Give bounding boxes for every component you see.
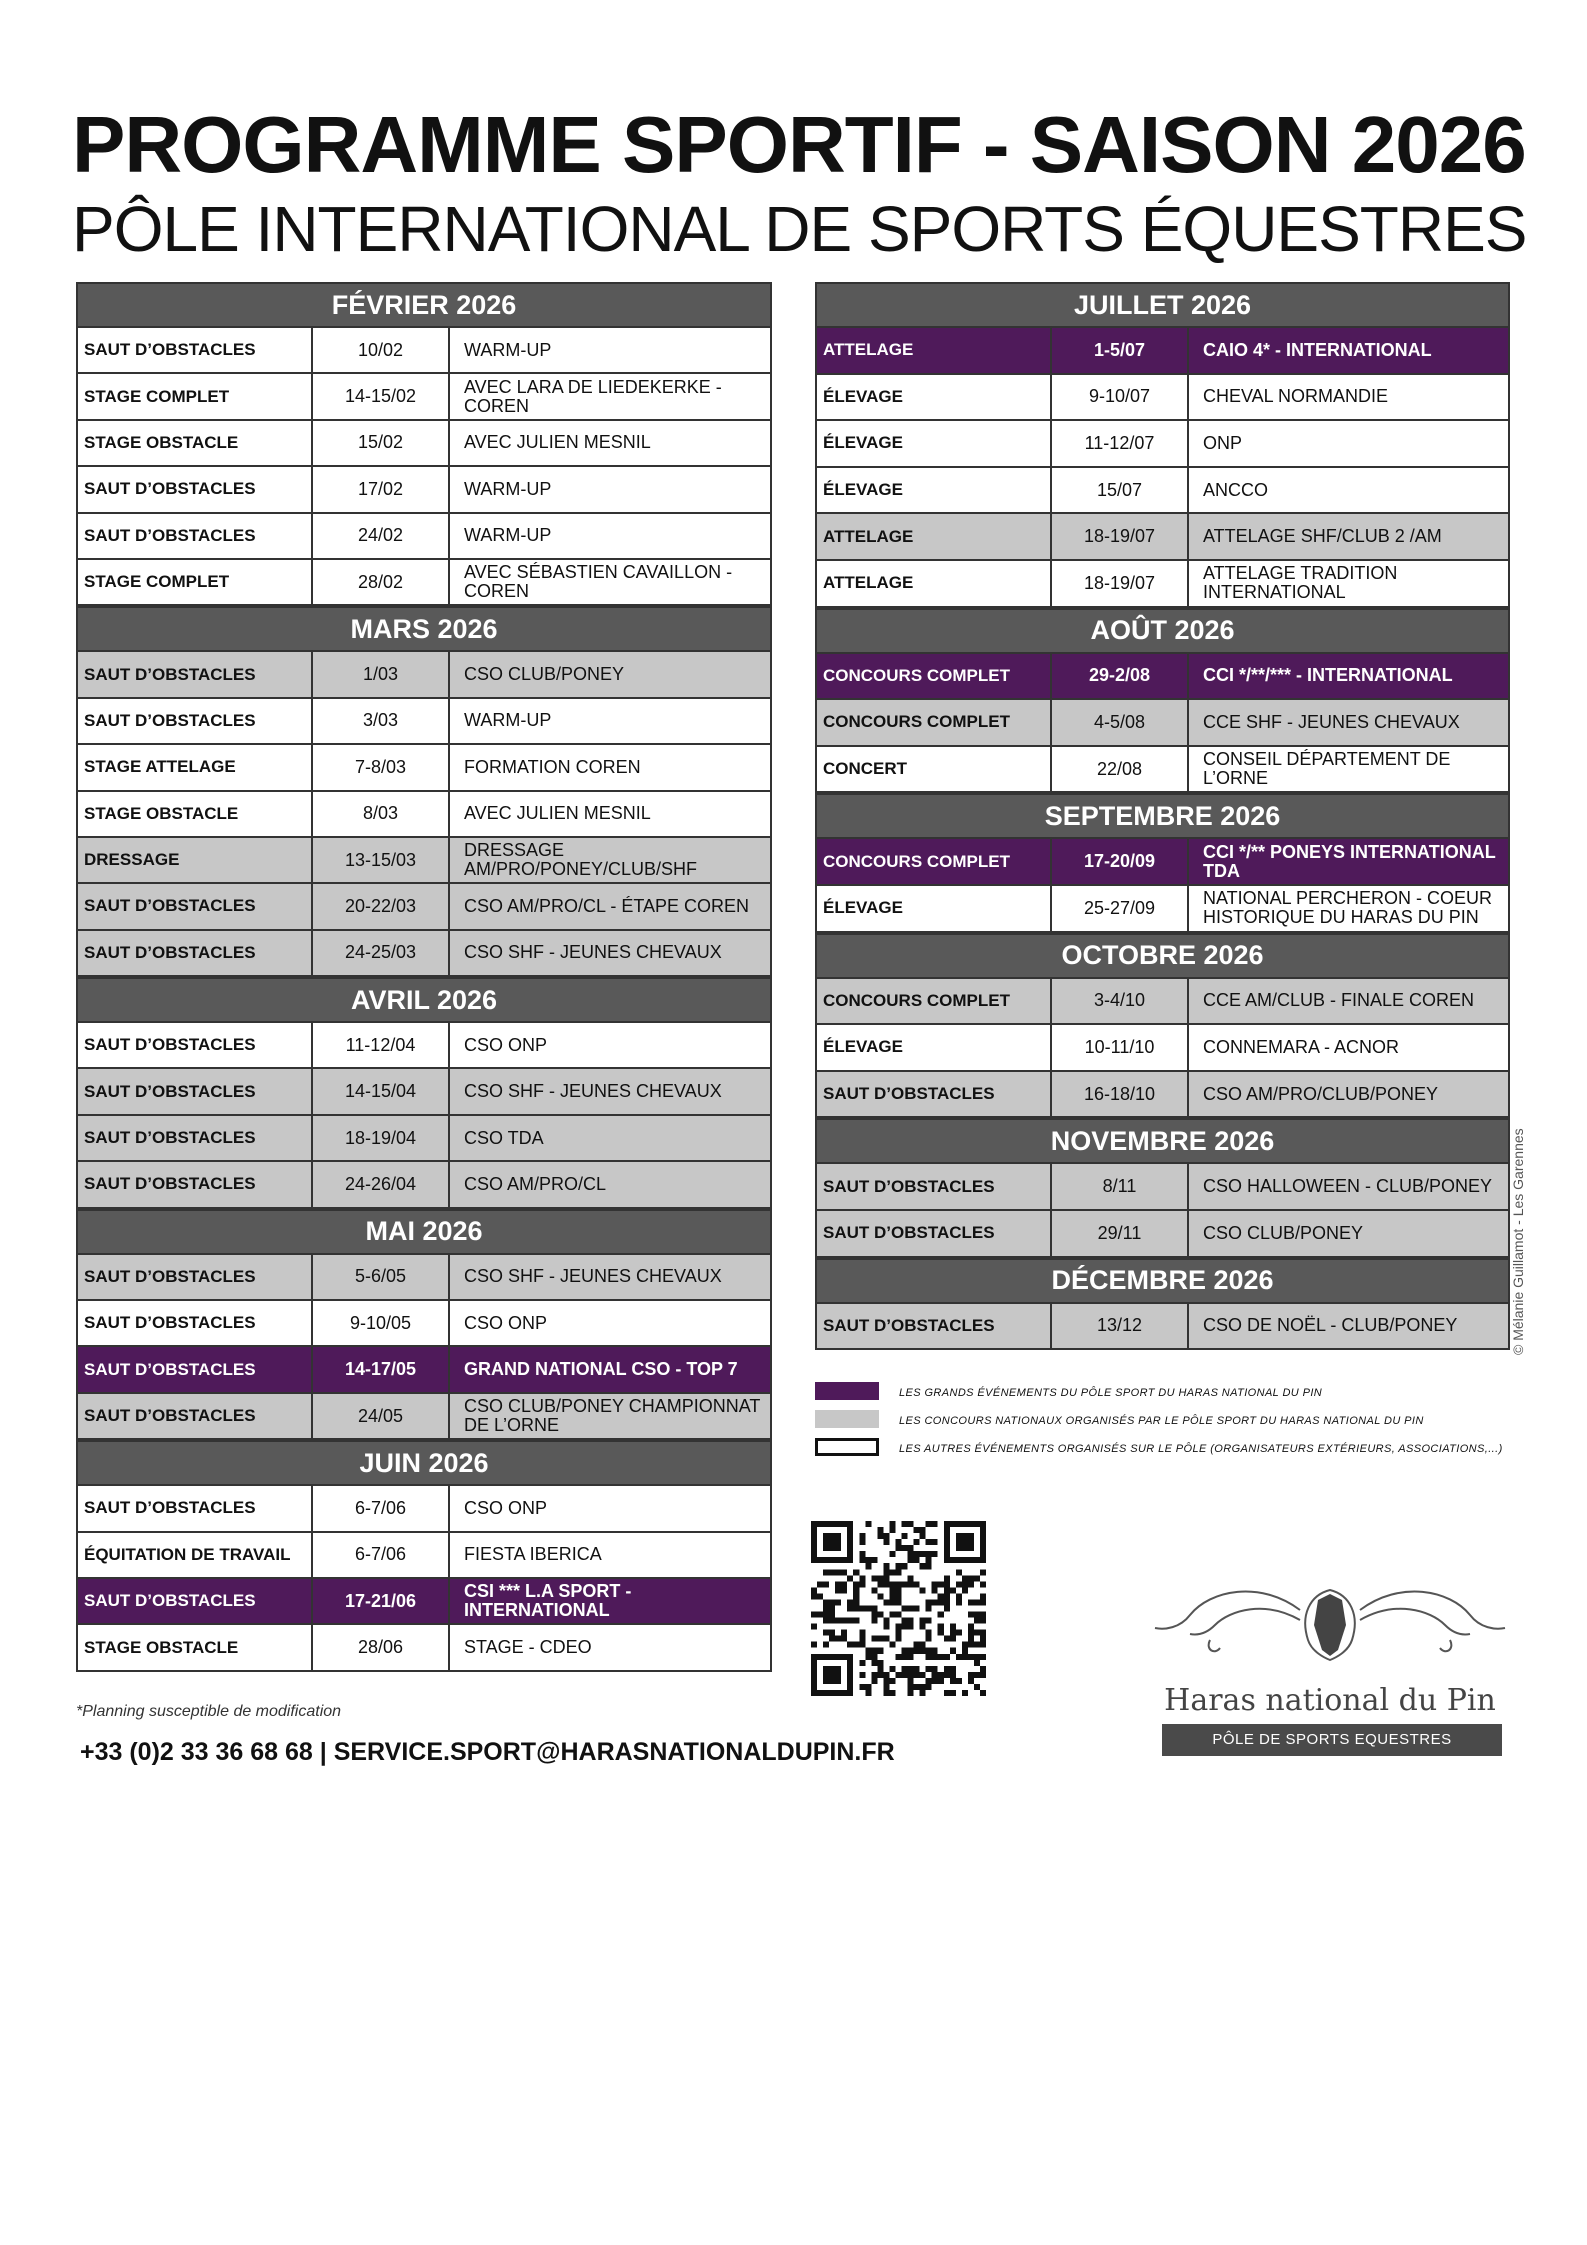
event-title: CSO DE NOËL - CLUB/PONEY: [1203, 1315, 1458, 1336]
event-title: FIESTA IBERICA: [464, 1544, 602, 1565]
event-discipline: CONCERT: [817, 747, 1052, 792]
event-discipline: SAUT D’OBSTACLES: [78, 931, 313, 975]
month-header: MARS 2026: [78, 606, 770, 652]
event-date: 29/11: [1052, 1211, 1189, 1256]
schedule-right-column: [815, 282, 1510, 1350]
legend: [815, 1382, 1505, 1466]
legend-swatch-major: [815, 1382, 879, 1400]
event-title: CSO AM/PRO/CL - ÉTAPE COREN: [464, 895, 750, 916]
photo-credit-text: © Mélanie Guillamot - Les Garennes: [1510, 1128, 1526, 1355]
event-date: 16-18/10: [1052, 1072, 1189, 1117]
schedule-left-column: [76, 282, 772, 1672]
event-title: FORMATION COREN: [464, 756, 641, 777]
event-date: 6-7/06: [313, 1486, 450, 1530]
legend-text-other: LES AUTRES ÉVÉNEMENTS ORGANISÉS SUR LE PÔLE (ORGANISATEURS EXTÉRIEURS, ASSOCIATIONS,...): [899, 1443, 1503, 1455]
event-title: CONSEIL DÉPARTEMENT DE L’ORNE: [1203, 749, 1451, 789]
event-date: 10-11/10: [1052, 1025, 1189, 1070]
event-row: [78, 560, 770, 606]
event-date: 29-2/08: [1052, 654, 1189, 699]
event-date: 14-15/04: [313, 1069, 450, 1113]
event-row: [78, 328, 770, 374]
event-title: CSO SHF - JEUNES CHEVAUX: [464, 1266, 722, 1287]
event-title: ATTELAGE TRADITION INTERNATIONAL: [1203, 563, 1398, 603]
qr-code-icon[interactable]: [811, 1521, 986, 1696]
event-title: GRAND NATIONAL CSO - TOP 7: [464, 1359, 738, 1380]
event-title: CCE AM/CLUB - FINALE COREN: [1203, 990, 1475, 1011]
legend-swatch-other: [815, 1438, 879, 1456]
event-discipline: ÉQUITATION DE TRAVAIL: [78, 1533, 313, 1577]
event-date: 28/02: [313, 560, 450, 604]
event-discipline: SAUT D’OBSTACLES: [78, 1347, 313, 1391]
event-discipline: ATTELAGE: [817, 561, 1052, 606]
event-title: ANCCO: [1203, 479, 1269, 500]
event-date: 28/06: [313, 1625, 450, 1669]
legend-text-major: LES GRANDS ÉVÉNEMENTS DU PÔLE SPORT DU HARAS NATIONAL DU PIN: [899, 1387, 1323, 1399]
event-title: CSO ONP: [464, 1497, 548, 1518]
event-row: [78, 931, 770, 977]
event-title: CHEVAL NORMANDIE: [1203, 386, 1389, 407]
event-discipline: SAUT D’OBSTACLES: [817, 1072, 1052, 1117]
event-date: 3/03: [313, 699, 450, 743]
event-row: [817, 654, 1508, 701]
event-discipline: ÉLEVAGE: [817, 468, 1052, 513]
event-title: ONP: [1203, 432, 1243, 453]
event-title: CONNEMARA - ACNOR: [1203, 1036, 1400, 1057]
event-row: [817, 375, 1508, 422]
event-title: CSO CLUB/PONEY CHAMPIONNAT DE L’ORNE: [464, 1396, 761, 1435]
event-discipline: ATTELAGE: [817, 514, 1052, 559]
event-discipline: ÉLEVAGE: [817, 375, 1052, 420]
event-row: [817, 328, 1508, 375]
legend-text-national: LES CONCOURS NATIONAUX ORGANISÉS PAR LE PÔLE SPORT DU HARAS NATIONAL DU PIN: [899, 1415, 1424, 1427]
event-title: CSO TDA: [464, 1127, 544, 1148]
event-date: 4-5/08: [1052, 700, 1189, 745]
legend-swatch-national: [815, 1410, 879, 1428]
event-row: [78, 467, 770, 513]
event-discipline: STAGE COMPLET: [78, 560, 313, 604]
event-date: 17-21/06: [313, 1579, 450, 1623]
event-discipline: STAGE ATTELAGE: [78, 745, 313, 789]
event-date: 5-6/05: [313, 1255, 450, 1299]
event-date: 11-12/07: [1052, 421, 1189, 466]
event-discipline: ÉLEVAGE: [817, 886, 1052, 931]
month-header: SEPTEMBRE 2026: [817, 793, 1508, 839]
event-discipline: SAUT D’OBSTACLES: [78, 1116, 313, 1160]
event-row: [817, 886, 1508, 933]
month-header: DÉCEMBRE 2026: [817, 1258, 1508, 1304]
event-row: [817, 561, 1508, 608]
event-date: 18-19/07: [1052, 561, 1189, 606]
event-discipline: SAUT D’OBSTACLES: [78, 1023, 313, 1067]
event-discipline: SAUT D’OBSTACLES: [78, 1162, 313, 1206]
event-date: 22/08: [1052, 747, 1189, 792]
event-title: AVEC JULIEN MESNIL: [464, 432, 651, 453]
event-date: 24-25/03: [313, 931, 450, 975]
event-date: 24/02: [313, 514, 450, 558]
event-discipline: SAUT D’OBSTACLES: [78, 1394, 313, 1438]
event-row: [817, 839, 1508, 886]
event-date: 11-12/04: [313, 1023, 450, 1067]
haras-logo: [1150, 1570, 1510, 1756]
event-row: [78, 1255, 770, 1301]
event-discipline: STAGE OBSTACLE: [78, 421, 313, 465]
month-header: JUILLET 2026: [817, 282, 1508, 328]
logo-name: Haras national du Pin: [1164, 1683, 1496, 1718]
event-row: [817, 514, 1508, 561]
event-title: CSO SHF - JEUNES CHEVAUX: [464, 942, 722, 963]
event-row: [78, 1116, 770, 1162]
event-date: 14-17/05: [313, 1347, 450, 1391]
event-row: [78, 838, 770, 884]
event-row: [78, 745, 770, 791]
event-date: 3-4/10: [1052, 979, 1189, 1024]
planning-note: *Planning susceptible de modification: [76, 1703, 342, 1720]
month-header: MAI 2026: [78, 1209, 770, 1255]
event-date: 7-8/03: [313, 745, 450, 789]
event-row: [78, 374, 770, 420]
event-row: [78, 1347, 770, 1393]
month-header: OCTOBRE 2026: [817, 933, 1508, 979]
legend-major: [815, 1382, 1505, 1404]
event-title: CCI */**/*** - INTERNATIONAL: [1203, 665, 1453, 686]
event-discipline: SAUT D’OBSTACLES: [78, 467, 313, 511]
event-title: CSO HALLOWEEN - CLUB/PONEY: [1203, 1176, 1493, 1197]
month-header: AVRIL 2026: [78, 977, 770, 1023]
event-row: [817, 1304, 1508, 1351]
event-discipline: DRESSAGE: [78, 838, 313, 882]
event-discipline: ÉLEVAGE: [817, 1025, 1052, 1070]
event-title: CSI *** L.A SPORT - INTERNATIONAL: [464, 1581, 632, 1621]
event-date: 13/12: [1052, 1304, 1189, 1349]
event-row: [78, 1162, 770, 1208]
event-row: [78, 884, 770, 930]
event-discipline: ÉLEVAGE: [817, 421, 1052, 466]
event-discipline: CONCOURS COMPLET: [817, 839, 1052, 884]
event-title: CSO CLUB/PONEY: [464, 664, 625, 685]
logo-subtitle: PÔLE DE SPORTS EQUESTRES: [1162, 1724, 1502, 1756]
event-title: CSO AM/PRO/CLUB/PONEY: [1203, 1083, 1439, 1104]
page-title: PROGRAMME SPORTIF - SAISON 2026: [72, 100, 1526, 189]
event-discipline: SAUT D’OBSTACLES: [817, 1164, 1052, 1209]
event-title: AVEC JULIEN MESNIL: [464, 803, 651, 824]
event-row: [78, 1625, 770, 1671]
event-discipline: CONCOURS COMPLET: [817, 979, 1052, 1024]
event-row: [78, 1579, 770, 1625]
legend-other: [815, 1438, 1505, 1460]
event-date: 9-10/05: [313, 1301, 450, 1345]
event-discipline: SAUT D’OBSTACLES: [78, 699, 313, 743]
event-row: [817, 1025, 1508, 1072]
event-discipline: SAUT D’OBSTACLES: [78, 884, 313, 928]
event-row: [78, 699, 770, 745]
event-date: 1-5/07: [1052, 328, 1189, 373]
event-date: 18-19/07: [1052, 514, 1189, 559]
event-title: AVEC SÉBASTIEN CAVAILLON - COREN: [464, 562, 733, 602]
event-discipline: SAUT D’OBSTACLES: [78, 1301, 313, 1345]
event-title: CCI */** PONEYS INTERNATIONAL TDA: [1203, 841, 1496, 881]
event-row: [817, 979, 1508, 1026]
page-subtitle: PÔLE INTERNATIONAL DE SPORTS ÉQUESTRES: [72, 193, 1527, 265]
event-row: [78, 421, 770, 467]
event-discipline: STAGE OBSTACLE: [78, 1625, 313, 1669]
event-discipline: SAUT D’OBSTACLES: [817, 1304, 1052, 1349]
event-title: CSO AM/PRO/CL: [464, 1173, 607, 1194]
event-discipline: SAUT D’OBSTACLES: [78, 1486, 313, 1530]
event-discipline: SAUT D’OBSTACLES: [78, 514, 313, 558]
event-title: WARM-UP: [464, 478, 552, 499]
event-discipline: CONCOURS COMPLET: [817, 654, 1052, 699]
event-date: 8/11: [1052, 1164, 1189, 1209]
event-title: STAGE - CDEO: [464, 1637, 592, 1658]
horse-head-emblem-icon: [1150, 1570, 1510, 1670]
event-date: 18-19/04: [313, 1116, 450, 1160]
month-header: NOVEMBRE 2026: [817, 1118, 1508, 1164]
event-row: [817, 700, 1508, 747]
event-title: ATTELAGE SHF/CLUB 2 /AM: [1203, 526, 1442, 547]
event-date: 15/02: [313, 421, 450, 465]
event-date: 24-26/04: [313, 1162, 450, 1206]
event-discipline: CONCOURS COMPLET: [817, 700, 1052, 745]
event-title: WARM-UP: [464, 710, 552, 731]
event-date: 25-27/09: [1052, 886, 1189, 931]
event-row: [817, 1072, 1508, 1119]
event-row: [78, 514, 770, 560]
event-title: CSO ONP: [464, 1034, 548, 1055]
event-row: [78, 652, 770, 698]
event-row: [78, 1023, 770, 1069]
event-row: [78, 1486, 770, 1532]
event-discipline: STAGE COMPLET: [78, 374, 313, 418]
event-date: 17-20/09: [1052, 839, 1189, 884]
event-title: CSO SHF - JEUNES CHEVAUX: [464, 1081, 722, 1102]
event-discipline: SAUT D’OBSTACLES: [78, 328, 313, 372]
event-row: [817, 1164, 1508, 1211]
event-date: 15/07: [1052, 468, 1189, 513]
event-title: WARM-UP: [464, 525, 552, 546]
event-discipline: STAGE OBSTACLE: [78, 792, 313, 836]
event-discipline: SAUT D’OBSTACLES: [78, 1255, 313, 1299]
event-title: CAIO 4* - INTERNATIONAL: [1203, 339, 1432, 360]
month-header: JUIN 2026: [78, 1440, 770, 1486]
event-title: DRESSAGE AM/PRO/PONEY/CLUB/SHF: [464, 840, 698, 880]
month-header: FÉVRIER 2026: [78, 282, 770, 328]
event-title: CSO CLUB/PONEY: [1203, 1222, 1364, 1243]
event-title: CCE SHF - JEUNES CHEVAUX: [1203, 711, 1460, 732]
event-title: NATIONAL PERCHERON - COEUR HISTORIQUE DU HARAS DU PIN: [1203, 888, 1493, 928]
event-row: [817, 1211, 1508, 1258]
event-date: 20-22/03: [313, 884, 450, 928]
event-discipline: SAUT D’OBSTACLES: [78, 1069, 313, 1113]
event-discipline: ATTELAGE: [817, 328, 1052, 373]
event-date: 10/02: [313, 328, 450, 372]
event-row: [78, 1533, 770, 1579]
event-date: 9-10/07: [1052, 375, 1189, 420]
event-discipline: SAUT D’OBSTACLES: [78, 652, 313, 696]
event-row: [78, 792, 770, 838]
event-title: CSO ONP: [464, 1312, 548, 1333]
contact-info[interactable]: +33 (0)2 33 36 68 68 | SERVICE.SPORT@HARASNATIONALDUPIN.FR: [80, 1738, 895, 1766]
event-discipline: SAUT D’OBSTACLES: [78, 1579, 313, 1623]
event-date: 1/03: [313, 652, 450, 696]
event-row: [817, 747, 1508, 794]
event-date: 14-15/02: [313, 374, 450, 418]
event-date: 13-15/03: [313, 838, 450, 882]
event-row: [78, 1394, 770, 1440]
event-date: 17/02: [313, 467, 450, 511]
event-date: 6-7/06: [313, 1533, 450, 1577]
event-title: AVEC LARA DE LIEDEKERKE - COREN: [464, 376, 722, 416]
event-row: [78, 1069, 770, 1115]
legend-national: [815, 1410, 1505, 1432]
event-row: [817, 421, 1508, 468]
event-date: 8/03: [313, 792, 450, 836]
event-discipline: SAUT D’OBSTACLES: [817, 1211, 1052, 1256]
event-title: WARM-UP: [464, 339, 552, 360]
event-date: 24/05: [313, 1394, 450, 1438]
month-header: AOÛT 2026: [817, 608, 1508, 654]
event-row: [78, 1301, 770, 1347]
event-row: [817, 468, 1508, 515]
